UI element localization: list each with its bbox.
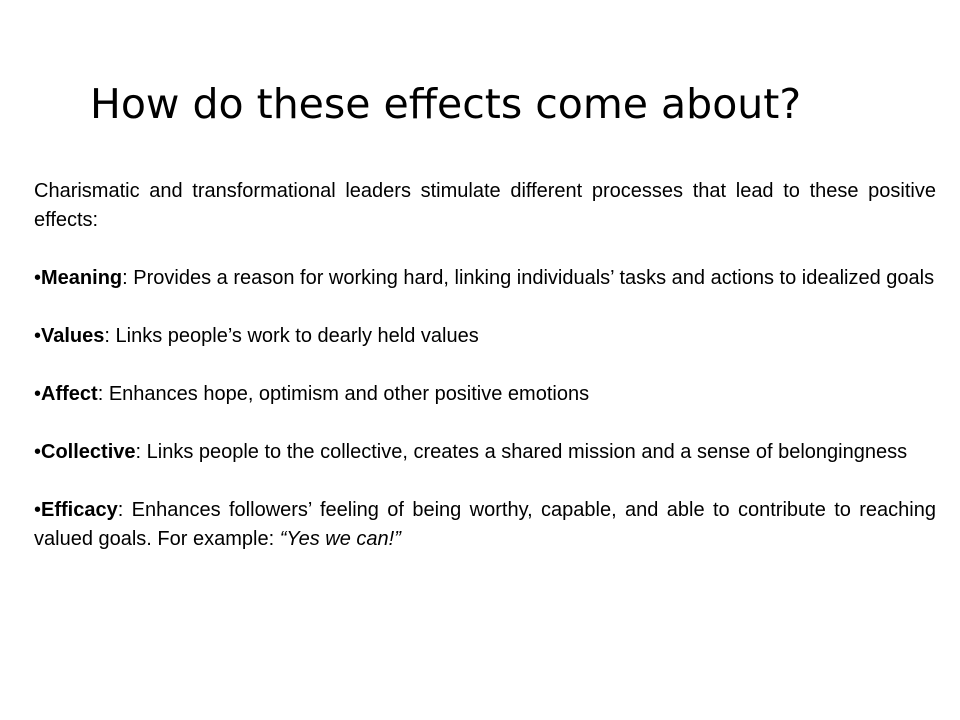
bullet-item-affect [34,380,936,409]
bullet-icon: • [34,383,42,405]
bullet-item-efficacy [34,496,936,554]
bullet-term: Meaning [41,267,123,289]
bullet-text: Links people’s work to dearly held values [115,325,479,347]
bullet-separator: : [97,383,109,405]
bullet-item-meaning [34,264,936,293]
bullet-item-values [34,322,936,351]
example-quote: “Yes we can!” [279,528,401,550]
bullet-item-collective [34,438,936,467]
bullet-text: Links people to the collective, creates a shared mission and a sense of belongingness [146,441,908,463]
slide-title: How do these effects come about? [90,80,802,128]
bullet-icon: • [34,325,42,347]
bullet-separator: : [117,499,132,521]
bullet-text: Enhances hope, optimism and other positive emotions [108,383,590,405]
bullet-separator: : [122,267,134,289]
bullet-term: Efficacy [41,499,118,521]
bullet-separator: : [135,441,147,463]
bullet-separator: : [104,325,116,347]
bullet-icon: • [34,499,42,521]
bullet-icon: • [34,267,42,289]
bullet-term: Affect [41,383,98,405]
slide-body [34,177,936,554]
bullet-text: Enhances followers’ feeling of being worthy, capable, and able to contribute to reaching valued goals. For example: [34,499,936,550]
bullet-term: Collective [41,441,136,463]
bullet-term: Values [41,325,105,347]
intro-paragraph: Charismatic and transformational leaders stimulate different processes that lead to these positive effects: [34,180,936,231]
bullet-text: Provides a reason for working hard, linking individuals’ tasks and actions to idealized goals [133,267,935,289]
bullet-icon: • [34,441,42,463]
